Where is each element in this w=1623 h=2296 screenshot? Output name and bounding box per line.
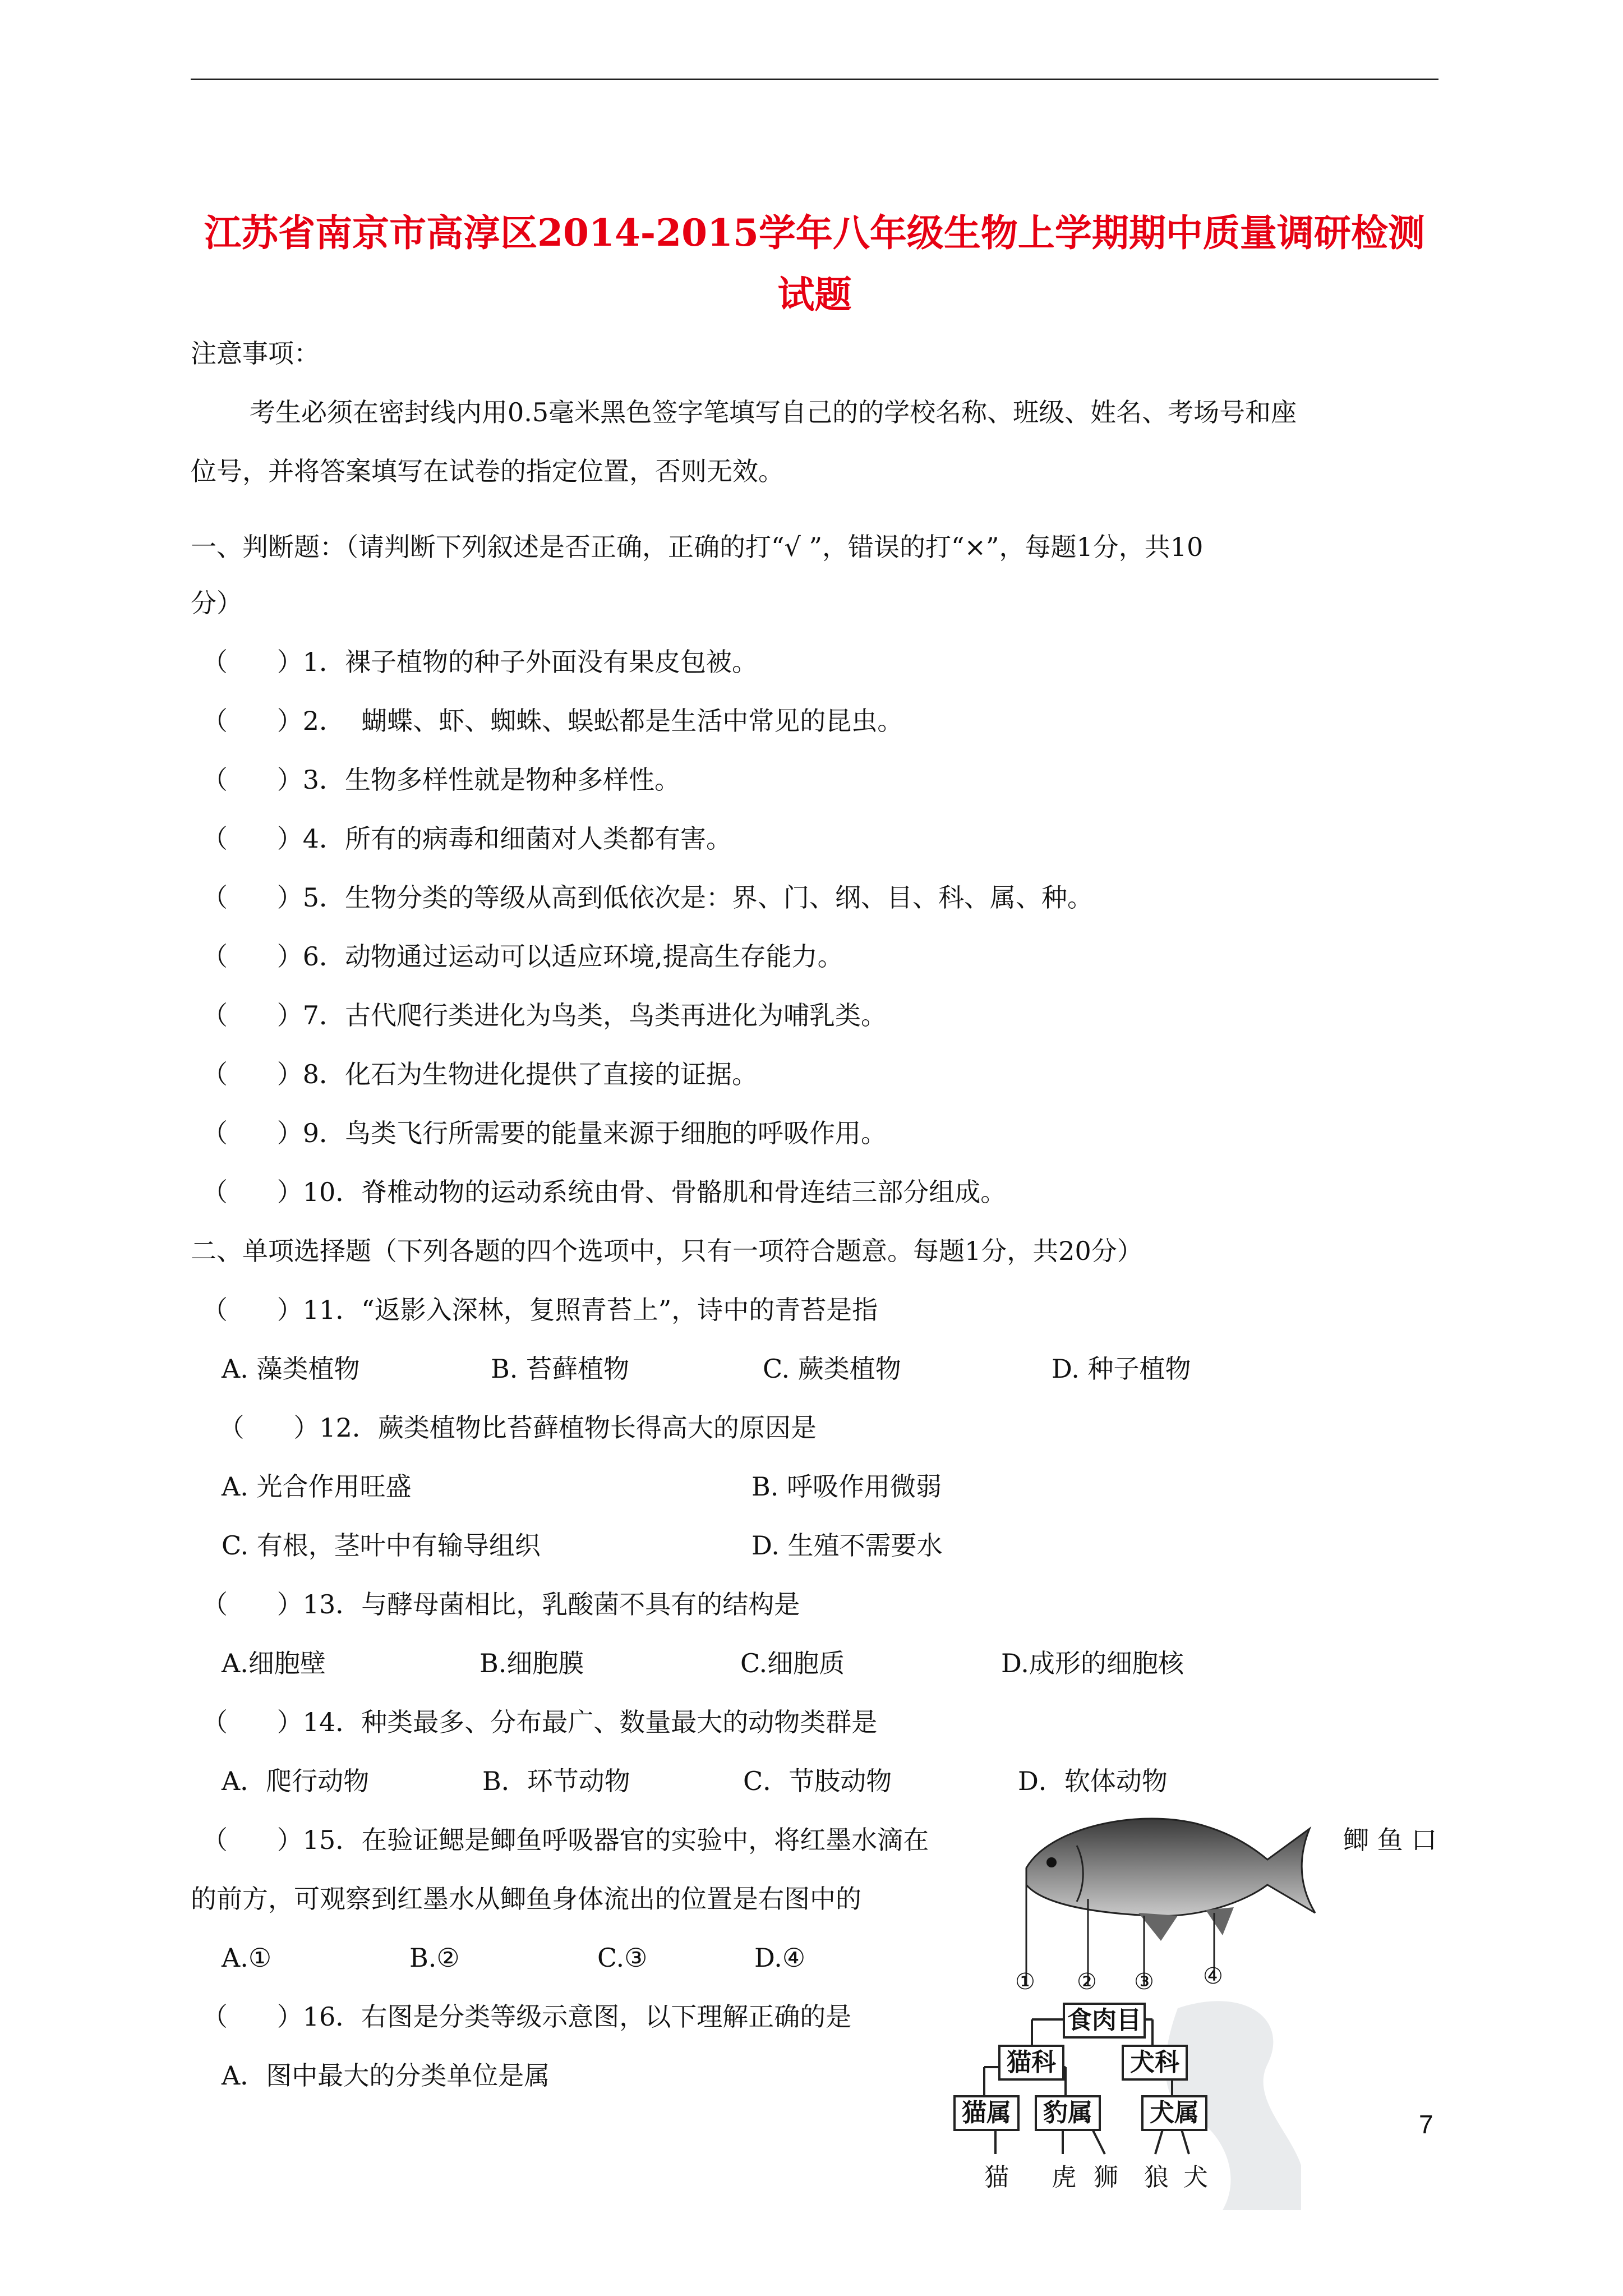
judge-item: （ ）8．化石为生物进化提供了直接的证据。 [202, 1059, 758, 1089]
question-15-stem-end: 鲫 鱼 口 [1343, 1825, 1437, 1855]
option-d: D．软体动物 [1018, 1766, 1168, 1796]
tree-species: 猫 [984, 2163, 1009, 2192]
option-b: B. 苔藓植物 [491, 1354, 630, 1384]
carp-icon [1009, 1801, 1324, 1991]
judge-item: （ ）10．脊椎动物的运动系统由骨、骨骼肌和骨连结三部分组成。 [202, 1177, 1007, 1207]
question-14-stem: （ ）14．种类最多、分布最广、数量最大的动物类群是 [202, 1707, 878, 1737]
question-11-stem: （ ）11．“返影入深林，复照青苔上”，诗中的青苔是指 [202, 1295, 878, 1325]
notice-body-2: 位号，并将答案填写在试卷的指定位置，否则无效。 [191, 456, 784, 486]
tree-species: 犬 [1183, 2163, 1208, 2192]
question-12-stem: （ ）12．蕨类植物比苔藓植物长得高大的原因是 [210, 1412, 817, 1443]
tree-node-genus: 豹属 [1035, 2095, 1101, 2131]
section2-heading: 二、单项选择题（下列各题的四个选项中，只有一项符合题意。每题1分，共20分） [191, 1236, 1143, 1266]
judge-item: （ ）9．鸟类飞行所需要的能量来源于细胞的呼吸作用。 [202, 1118, 887, 1148]
option-b: B. 呼吸作用微弱 [751, 1471, 942, 1502]
option-c: C.③ [597, 1943, 648, 1973]
notice-body: 考生必须在密封线内用0.5毫米黑色签字笔填写自己的的学校名称、班级、姓名、考场号和座 [250, 397, 1297, 427]
tree-node-genus: 猫属 [953, 2095, 1020, 2131]
judge-item: （ ）7．古代爬行类进化为鸟类，鸟类再进化为哺乳类。 [202, 1000, 887, 1030]
option-c: C．节肢动物 [743, 1766, 892, 1796]
option-a: A．图中最大的分类单位是属 [222, 2060, 550, 2091]
option-d: D. 种子植物 [1052, 1354, 1191, 1384]
notice-heading: 注意事项： [191, 338, 320, 369]
option-d: D. 生殖不需要水 [751, 1530, 943, 1561]
tree-node-order: 食肉目 [1063, 2003, 1146, 2039]
label-3: ③ [1134, 1969, 1154, 1995]
option-c: C. 蕨类植物 [763, 1354, 901, 1384]
page-title: 江苏省南京市高淳区2014-2015学年八年级生物上学期期中质量调研检测 [204, 211, 1425, 255]
option-b: B．环节动物 [482, 1766, 630, 1796]
tree-node-family: 猫科 [998, 2045, 1064, 2081]
carp-figure [1009, 1801, 1324, 1995]
option-c: C. 有根，茎叶中有输导组织 [222, 1530, 541, 1561]
label-4: ④ [1203, 1963, 1223, 1989]
judge-item: （ ）5．生物分类的等级从高到低依次是：界、门、纲、目、科、属、种。 [202, 882, 1093, 913]
option-d: D.成形的细胞核 [1001, 1648, 1184, 1678]
tree-species: 狮 [1094, 2163, 1118, 2192]
option-a: A.① [222, 1943, 272, 1973]
option-a: A. 藻类植物 [222, 1354, 360, 1384]
tree-node-genus: 犬属 [1141, 2095, 1207, 2131]
judge-item: （ ）4．所有的病毒和细菌对人类都有害。 [202, 823, 732, 854]
page-title-line2: 试题 [777, 273, 852, 316]
tree-species: 虎 [1052, 2163, 1076, 2192]
section1-heading-2: 分） [191, 588, 242, 618]
option-b: B.细胞膜 [479, 1648, 584, 1678]
question-15-stem-2: 的前方，可观察到红墨水从鲫鱼身体流出的位置是右图中的 [191, 1884, 861, 1914]
option-b: B.② [409, 1943, 460, 1973]
question-16-stem: （ ）16．右图是分类等级示意图，以下理解正确的是 [202, 2001, 852, 2032]
judge-item: （ ）2． 蝴蝶、虾、蜘蛛、蜈蚣都是生活中常见的昆虫。 [202, 706, 903, 736]
option-a: A.细胞壁 [222, 1648, 326, 1678]
question-13-stem: （ ）13．与酵母菌相比，乳酸菌不具有的结构是 [202, 1589, 800, 1619]
tree-node-family: 犬科 [1122, 2045, 1188, 2081]
question-15-stem: （ ）15．在验证鳃是鲫鱼呼吸器官的实验中，将红墨水滴在 [202, 1825, 929, 1855]
option-d: D.④ [754, 1943, 806, 1973]
option-a: A. 光合作用旺盛 [222, 1471, 412, 1502]
judge-item: （ ）1．裸子植物的种子外面没有果皮包被。 [202, 647, 758, 677]
judge-item: （ ）6．动物通过运动可以适应环境,提高生存能力。 [202, 941, 843, 972]
header-rule [191, 79, 1438, 80]
classification-tree [953, 1986, 1307, 2210]
tree-species: 狼 [1144, 2163, 1169, 2192]
label-1: ① [1015, 1969, 1035, 1995]
judge-item: （ ）3．生物多样性就是物种多样性。 [202, 765, 680, 795]
label-2: ② [1077, 1969, 1097, 1995]
option-c: C.细胞质 [740, 1648, 845, 1678]
option-a: A．爬行动物 [222, 1766, 370, 1796]
page-number: 7 [1419, 2110, 1433, 2139]
section1-heading: 一、判断题：（请判断下列叙述是否正确，正确的打“√ ”，错误的打“×”，每题1分，共10 [191, 532, 1204, 562]
